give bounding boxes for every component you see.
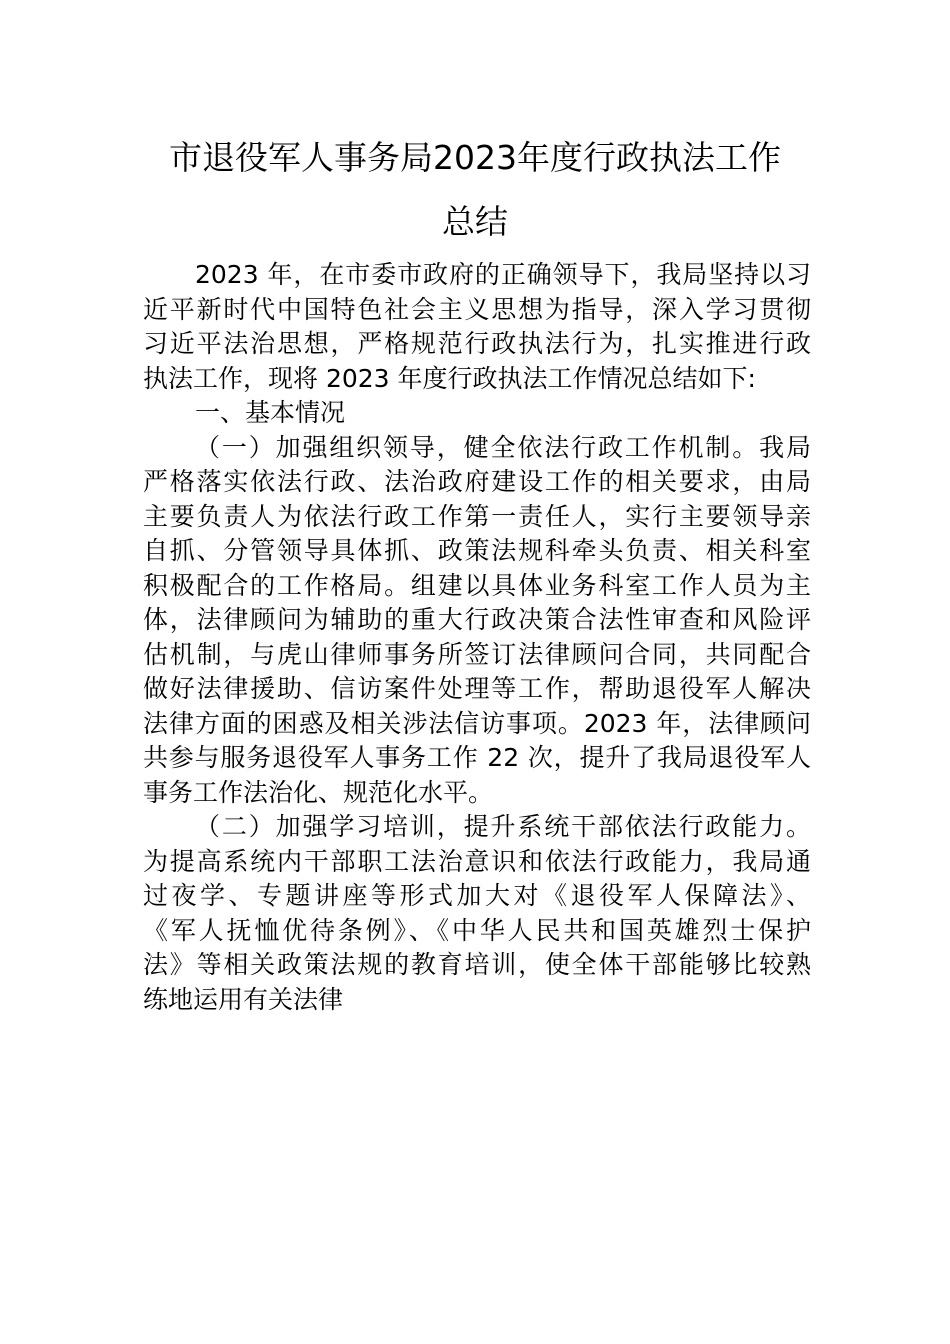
body-line: 积极配合的工作格局。组建以具体业务科室工作人员为主 (143, 570, 811, 600)
body-line: （一）加强组织领导，健全依法行政工作机制。我局 (195, 432, 811, 462)
body-line: 做好法律援助、信访案件处理等工作，帮助退役军人解决 (143, 674, 811, 703)
body-line: 执法工作，现将 2023 年度行政执法工作情况总结如下: (143, 363, 756, 393)
body-line: （二）加强学习培训，提升系统干部依法行政能力。 (195, 812, 811, 841)
title-line-1: 市退役军人事务局2023年度行政执法工作 (169, 138, 781, 177)
body-line: 法》等相关政策法规的教育培训，使全体干部能够比较熟 (143, 950, 811, 979)
body-line: 法律方面的困惑及相关涉法信访事项。2023 年，法律顾问 (143, 708, 811, 738)
body-line: 《军人抚恤优待条例》、《中华人民共和国英雄烈士保护 (143, 915, 811, 945)
body-line: 主要负责人为依法行政工作第一责任人，实行主要领导亲 (143, 501, 811, 531)
body-line: 体，法律顾问为辅助的重大行政决策合法性审查和风险评 (143, 605, 811, 634)
body-line: 自抓、分管领导具体抓、政策法规科牵头负责、相关科室 (143, 536, 811, 565)
body-line: 近平新时代中国特色社会主义思想为指导，深入学习贯彻 (143, 294, 811, 324)
body-line: 严格落实依法行政、法治政府建设工作的相关要求，由局 (143, 467, 811, 496)
document-title (140, 126, 810, 254)
document-body (143, 258, 811, 1017)
body-line: 共参与服务退役军人事务工作 22 次，提升了我局退役军人 (143, 743, 811, 772)
body-line: 习近平法治思想，严格规范行政执法行为，扎实推进行政 (143, 329, 811, 358)
body-line: 事务工作法治化、规范化水平。 (143, 777, 494, 807)
body-line: 估机制，与虎山律师事务所签订法律顾问合同，共同配合 (143, 639, 811, 669)
body-line: 2023 年，在市委市政府的正确领导下，我局坚持以习 (195, 260, 811, 289)
title-line-2: 总结 (442, 202, 508, 241)
section-heading: 一、基本情况 (195, 398, 346, 427)
body-line: 为提高系统内干部职工法治意识和依法行政能力，我局通 (143, 846, 811, 876)
body-line: 过夜学、专题讲座等形式加大对《退役军人保障法》、 (143, 881, 811, 910)
body-line: 练地运用有关法律 (143, 984, 344, 1014)
